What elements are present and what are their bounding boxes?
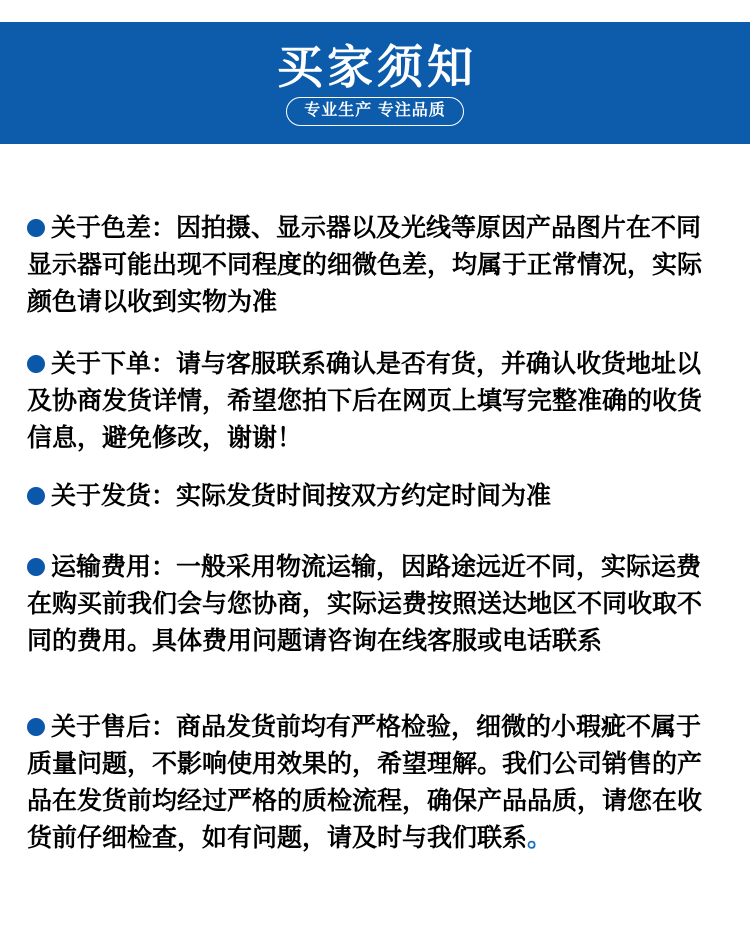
notice-freight (27, 549, 723, 660)
bullet-icon (27, 355, 45, 373)
bullet-icon (27, 487, 45, 505)
quality-badge-label: 专业生产 专注品质 (304, 102, 446, 119)
page-title: 买家须知 (277, 41, 477, 93)
notice-after-sales (27, 709, 723, 857)
notice-ordering (27, 346, 723, 457)
bullet-icon (27, 558, 45, 576)
notice-text: 运输费用：一般采用物流运输，因路途远近不同，实际运费在购买前我们会与您协商，实际运费按照送达地区不同收取不同的费用。具体费用问题请咨询在线客服或电话联系 (27, 553, 703, 655)
bullet-icon (27, 219, 45, 237)
bullet-icon (27, 718, 45, 736)
header-banner (0, 22, 750, 144)
notice-text-period: 。 (527, 824, 553, 852)
notice-color-difference (27, 210, 723, 321)
notice-text: 关于售后：商品发货前均有严格检验，细微的小瑕疵不属于质量问题，不影响使用效果的，希望理解。我们公司销售的产品在发货前均经过严格的质检流程，确保产品品质，请您在收货前仔细检查，如有问题，请及时与我们联系 (27, 713, 703, 852)
notice-shipping (27, 478, 723, 515)
notice-text: 关于下单：请与客服联系确认是否有货，并确认收货地址以及协商发货详情，希望您拍下后在网页上填写完整准确的收货信息，避免修改，谢谢！ (27, 350, 703, 452)
notice-list (0, 144, 750, 857)
quality-badge (286, 97, 463, 126)
top-white-strip (0, 0, 750, 22)
notice-text: 关于色差：因拍摄、显示器以及光线等原因产品图片在不同显示器可能出现不同程度的细微色差，均属于正常情况，实际颜色请以收到实物为准 (27, 214, 703, 316)
notice-text: 关于发货：实际发货时间按双方约定时间为准 (51, 482, 552, 510)
